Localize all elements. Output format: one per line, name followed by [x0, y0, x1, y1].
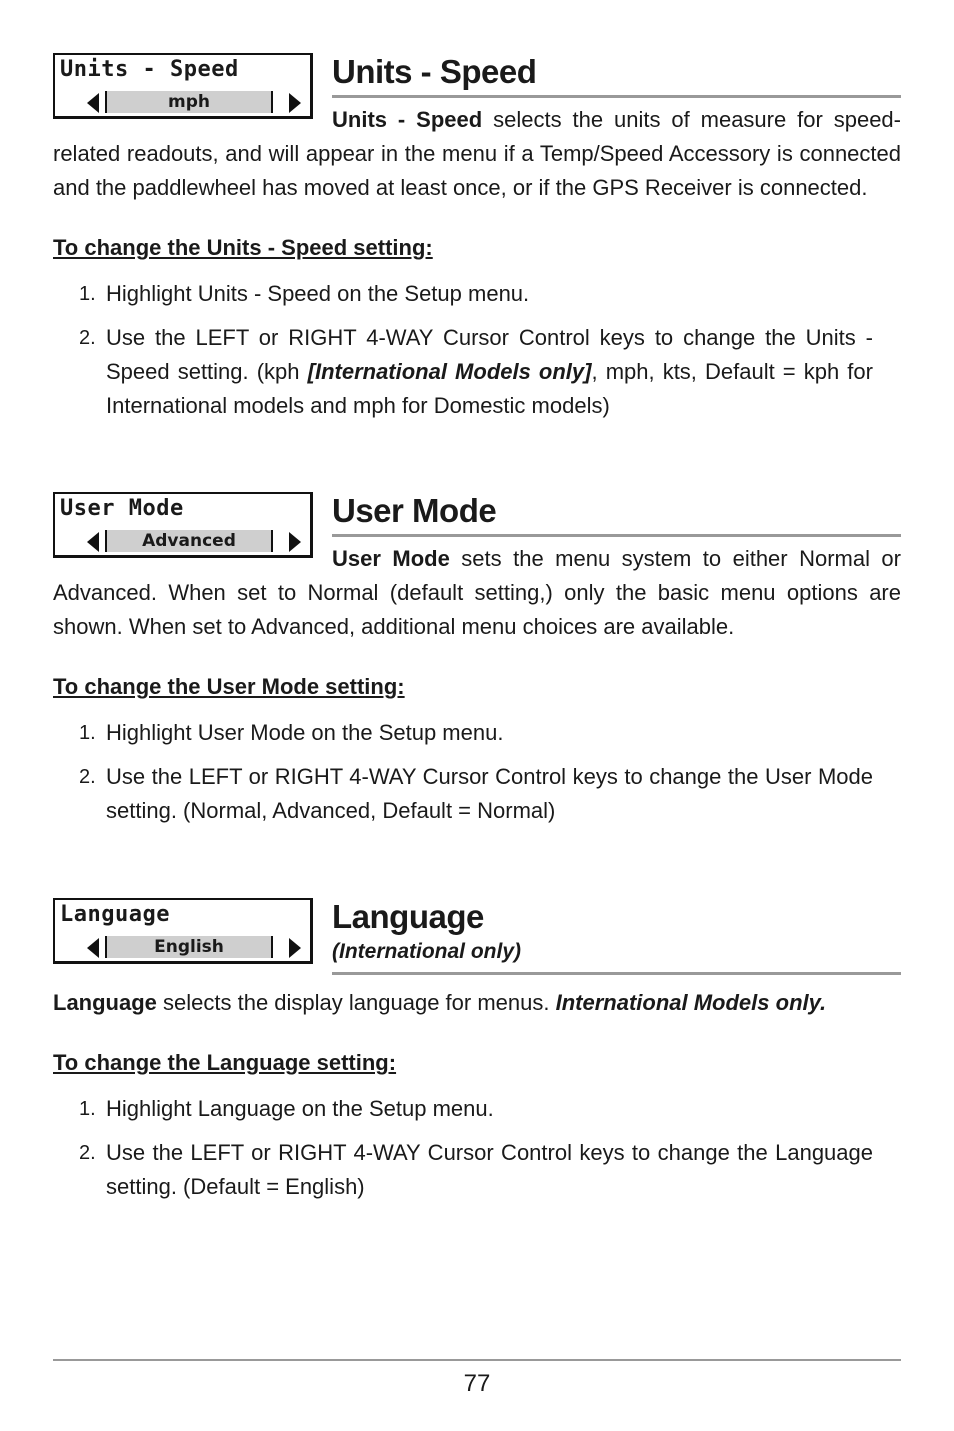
- menu-value-row: [87, 530, 287, 554]
- step-text-pre: Use the LEFT or RIGHT 4-WAY Cursor Control keys to change the Units - Speed setting. (kph: [106, 325, 873, 384]
- lead-term: User Mode: [332, 546, 450, 571]
- menu-label: User Mode: [60, 496, 184, 521]
- description-text: sets the menu system to either Normal or Advanced. When set to Normal (default setting,) only the basic menu options are shown. When set to Advanced, additional menu choices are available.: [53, 546, 901, 639]
- menu-value: Advanced: [105, 530, 273, 552]
- step-text: Highlight User Mode on the Setup menu.: [106, 720, 504, 745]
- menu-widget-language: [53, 898, 313, 964]
- menu-value-row: [87, 936, 287, 960]
- step-text: Use the LEFT or RIGHT 4-WAY Cursor Control keys to change the Language setting. (Default = English): [106, 1140, 873, 1199]
- arrow-left-icon: [87, 93, 99, 113]
- step-text-post: , mph, kts, Default = kph for International models and mph for Domestic models): [106, 359, 873, 418]
- description-text: selects the units of measure for speed-related readouts, and will appear in the menu if a Temp/Speed Accessory is connected and the paddlewheel has moved at least once, or if the GPS Receiver is connected.: [53, 107, 901, 200]
- list-item: [53, 277, 901, 311]
- arrow-left-icon: [87, 532, 99, 552]
- section-units-speed: [53, 53, 901, 433]
- step-number: 2.: [79, 327, 96, 349]
- steps-list: [53, 277, 901, 423]
- menu-label: Units - Speed: [60, 57, 239, 82]
- section-header: [53, 53, 901, 133]
- menu-label: Language: [60, 902, 170, 927]
- howto-heading: To change the User Mode setting:: [53, 674, 405, 699]
- menu-value: English: [105, 936, 273, 958]
- step-text-emphasis: [International Models only]: [307, 359, 592, 384]
- description-emphasis: International Models only.: [555, 990, 827, 1015]
- lead-term: Language: [53, 990, 157, 1015]
- list-item: [53, 1092, 901, 1126]
- steps-list: [53, 1092, 901, 1204]
- menu-value-row: [87, 91, 287, 115]
- step-number: 2.: [79, 1142, 96, 1164]
- section-subtitle: (International only): [332, 940, 521, 963]
- arrow-left-icon: [87, 938, 99, 958]
- arrow-right-icon: [289, 93, 301, 113]
- section-header: [53, 898, 901, 986]
- footer-rule: [53, 1359, 901, 1361]
- section-title: Language: [332, 898, 484, 935]
- step-text: Highlight Language on the Setup menu.: [106, 1096, 494, 1121]
- step-number: 1.: [79, 283, 96, 305]
- menu-widget-user-mode: [53, 492, 313, 558]
- section-description: [53, 986, 901, 1020]
- section-user-mode: [53, 492, 901, 838]
- list-item: [53, 716, 901, 750]
- menu-widget-units-speed: [53, 53, 313, 119]
- manual-page: [53, 0, 901, 1431]
- title-rule: [332, 972, 901, 975]
- step-text: Highlight Units - Speed on the Setup menu.: [106, 281, 530, 306]
- menu-value: mph: [105, 91, 273, 113]
- step-number: 1.: [79, 1098, 96, 1120]
- list-item: [53, 760, 901, 828]
- title-block: [332, 53, 901, 98]
- title-rule: [332, 95, 901, 98]
- steps-list: [53, 716, 901, 828]
- description-text: selects the display language for menus.: [163, 990, 550, 1015]
- list-item: [53, 321, 901, 423]
- section-title: User Mode: [332, 492, 497, 529]
- page-number: 77: [463, 1370, 491, 1397]
- title-rule: [332, 534, 901, 537]
- list-item: [53, 1136, 901, 1204]
- howto-heading: To change the Language setting:: [53, 1050, 397, 1075]
- step-text: Use the LEFT or RIGHT 4-WAY Cursor Control keys to change the User Mode setting. (Normal, Advanced, Default = Normal): [106, 764, 873, 823]
- arrow-right-icon: [289, 938, 301, 958]
- section-header: [53, 492, 901, 572]
- lead-term: Units - Speed: [332, 107, 483, 132]
- step-number: 1.: [79, 722, 96, 744]
- section-language: [53, 898, 901, 1214]
- step-number: 2.: [79, 766, 96, 788]
- section-title: Units - Speed: [332, 53, 537, 90]
- title-block: [332, 492, 901, 537]
- title-block: [332, 898, 901, 975]
- howto-heading: To change the Units - Speed setting:: [53, 235, 433, 260]
- arrow-right-icon: [289, 532, 301, 552]
